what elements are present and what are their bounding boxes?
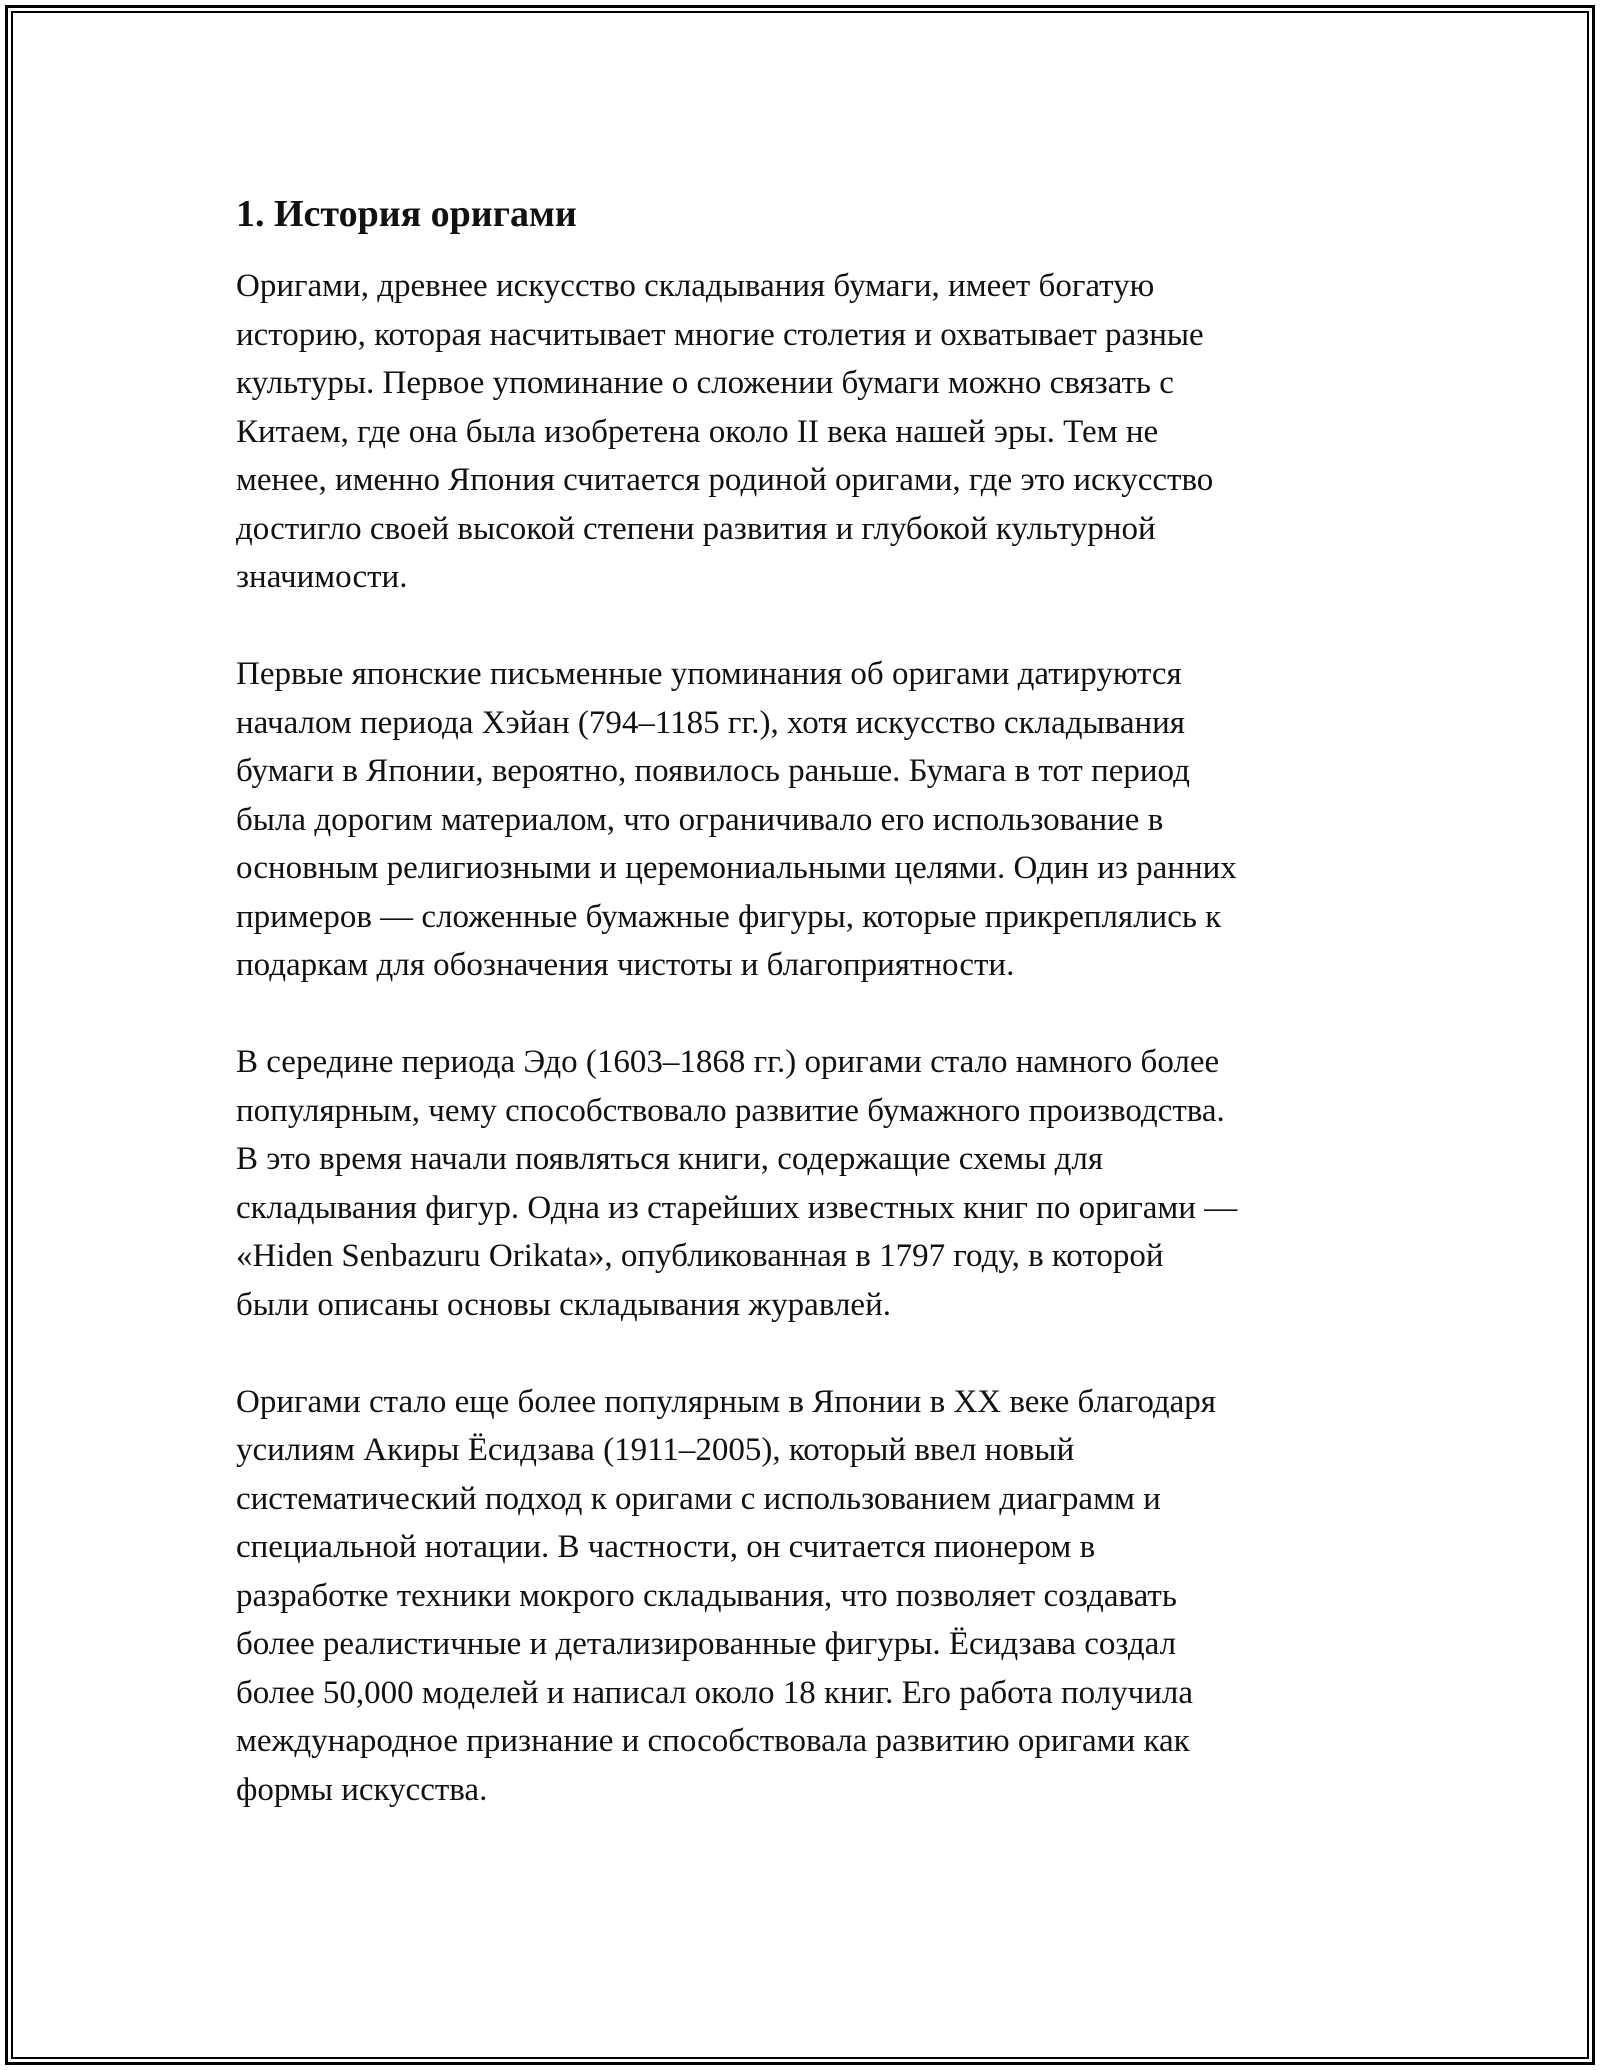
paragraph-1: Оригами, древнее искусство складывания бумаги, имеет богатую историю, которая насчитывает многие столетия и охватывает разные культуры. Первое упоминание о сложении бумаги можно связать с Китаем, где она была изобретена около II века нашей эры. Тем не менее, именно Япония считается родиной оригами, где это искусство достигло своей высокой степени развития и глубокой культурной значимости. bbox=[236, 268, 1214, 595]
paragraph-3: В середине периода Эдо (1603–1868 гг.) оригами стало намного более популярным, чему способствовало развитие бумажного производства. В это время начали появляться книги, содержащие схемы для складывания фигур. Одна из старейших известных книг по оригами — «Hiden Senbazuru Orikata», опубликованная в 1797 году, в которой были описаны основы складывания журавлей. bbox=[236, 1044, 1238, 1323]
paragraph-4: Оригами стало еще более популярным в Японии в XX веке благодаря усилиям Акиры Ёсидзава (1911–2005), который ввел новый систематический подход к оригами с использованием диаграмм и специальной нотации. В частности, он считается пионером в разработке техники мокрого складывания, что позволяет создавать более реалистичные и детализированные фигуры. Ёсидзава создал более 50,000 моделей и написал около 18 книг. Его работа получила международное признание и способствовала развитию оригами как формы искусства. bbox=[236, 1383, 1216, 1808]
section-heading: 1. История оригами bbox=[236, 193, 577, 235]
paragraph-2: Первые японские письменные упоминания об оригами датируются началом периода Хэйан (794–1185 гг.), хотя искусство складывания бумаги в Японии, вероятно, появилось раньше. Бумага в тот период была дорогим материалом, что ограничивало его использование в основным религиозными и церемониальными целями. Один из ранних примеров — сложенные бумажные фигуры, которые прикреплялись к подаркам для обозначения чистоты и благоприятности. bbox=[236, 656, 1237, 983]
document-body bbox=[236, 186, 1376, 1814]
